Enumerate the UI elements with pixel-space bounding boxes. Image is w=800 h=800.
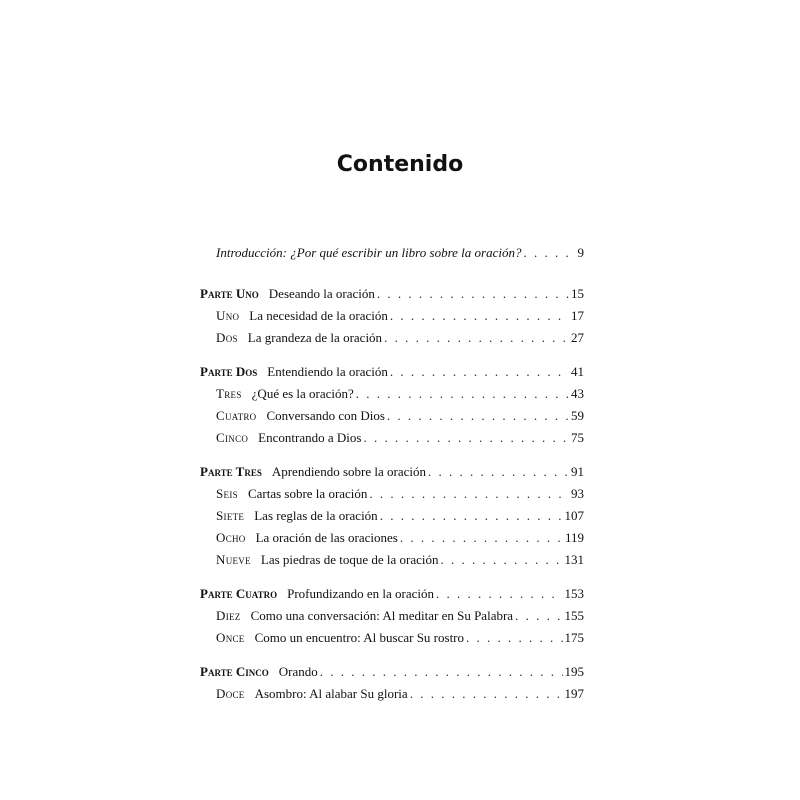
dot-leader bbox=[466, 630, 562, 646]
toc-chapter-page: 75 bbox=[571, 430, 584, 445]
dot-leader bbox=[441, 552, 563, 568]
dot-leader bbox=[369, 486, 569, 502]
page-title: Contenido bbox=[336, 152, 464, 177]
dot-leader bbox=[363, 430, 569, 446]
toc-chapter-page: 197 bbox=[564, 686, 584, 701]
dot-leader bbox=[320, 664, 563, 680]
toc-chapter-title: Como una conversación: Al meditar en Su Palabra bbox=[250, 608, 514, 623]
toc-chapter-label: Ocho bbox=[216, 530, 246, 545]
toc-chapter-title: Como un encuentro: Al buscar Su rostro bbox=[254, 630, 465, 645]
toc-part-label: Parte Uno bbox=[200, 286, 259, 301]
toc-entry-title: Introducción: ¿Por qué escribir un libro sobre la oración? bbox=[216, 245, 522, 260]
toc-entry-page: 9 bbox=[577, 245, 584, 260]
toc-chapter-1 bbox=[216, 308, 584, 326]
dot-leader bbox=[428, 464, 569, 480]
toc-part-page: 153 bbox=[564, 586, 584, 601]
toc-chapter-label: Tres bbox=[216, 386, 242, 401]
toc-chapter-title: La necesidad de la oración bbox=[249, 308, 388, 323]
toc-chapter-page: 27 bbox=[571, 330, 584, 345]
toc-part-2 bbox=[200, 364, 584, 382]
toc-chapter-3 bbox=[216, 386, 584, 404]
toc-chapter-page: 107 bbox=[564, 508, 584, 523]
toc-part-page: 15 bbox=[571, 286, 584, 301]
toc-part-1 bbox=[200, 286, 584, 304]
toc-chapter-title: Conversando con Dios bbox=[266, 408, 385, 423]
toc-chapter-title: Las reglas de la oración bbox=[254, 508, 378, 523]
toc-part-page: 41 bbox=[571, 364, 584, 379]
dot-leader bbox=[515, 608, 562, 624]
toc-chapter-page: 17 bbox=[571, 308, 584, 323]
toc-chapter-label: Siete bbox=[216, 508, 245, 523]
toc-chapter-7 bbox=[216, 508, 584, 526]
toc-part-title: Deseando la oración bbox=[268, 286, 375, 301]
toc-chapter-2 bbox=[216, 330, 584, 348]
toc-chapter-page: 59 bbox=[571, 408, 584, 423]
toc-chapter-label: Nueve bbox=[216, 552, 251, 567]
toc-chapter-page: 43 bbox=[571, 386, 584, 401]
toc-chapter-label: Uno bbox=[216, 308, 240, 323]
dot-leader bbox=[523, 245, 575, 261]
toc-part-title: Entendiendo la oración bbox=[267, 364, 388, 379]
toc-chapter-title: ¿Qué es la oración? bbox=[251, 386, 354, 401]
toc-part-label: Parte Cuatro bbox=[200, 586, 278, 601]
toc-part-page: 195 bbox=[564, 664, 584, 679]
dot-leader bbox=[380, 508, 563, 524]
toc-chapter-label: Diez bbox=[216, 608, 241, 623]
toc-part-4 bbox=[200, 586, 584, 604]
toc-chapter-page: 131 bbox=[564, 552, 584, 567]
dot-leader bbox=[377, 286, 569, 302]
toc-chapter-title: Cartas sobre la oración bbox=[247, 486, 368, 501]
toc-chapter-page: 175 bbox=[564, 630, 584, 645]
dot-leader bbox=[387, 408, 569, 424]
toc-chapter-6 bbox=[216, 486, 584, 504]
toc-chapter-title: Asombro: Al alabar Su gloria bbox=[254, 686, 408, 701]
toc-part-page: 91 bbox=[571, 464, 584, 479]
dot-leader bbox=[356, 386, 569, 402]
toc-part-label: Parte Dos bbox=[200, 364, 258, 379]
dot-leader bbox=[436, 586, 562, 602]
toc-part-title: Aprendiendo sobre la oración bbox=[271, 464, 426, 479]
toc-chapter-label: Cuatro bbox=[216, 408, 257, 423]
toc-part-3 bbox=[200, 464, 584, 482]
toc-entry-intro bbox=[216, 245, 584, 263]
dot-leader bbox=[410, 686, 563, 702]
toc-part-label: Parte Tres bbox=[200, 464, 262, 479]
toc-part-label: Parte Cinco bbox=[200, 664, 269, 679]
toc-chapter-label: Doce bbox=[216, 686, 245, 701]
toc-chapter-label: Dos bbox=[216, 330, 238, 345]
toc-chapter-label: Seis bbox=[216, 486, 238, 501]
toc-chapter-title: La oración de las oraciones bbox=[255, 530, 398, 545]
toc-chapter-12 bbox=[216, 686, 584, 704]
toc-chapter-label: Once bbox=[216, 630, 245, 645]
dot-leader bbox=[400, 530, 563, 546]
dot-leader bbox=[390, 308, 569, 324]
toc-chapter-11 bbox=[216, 630, 584, 648]
toc-chapter-10 bbox=[216, 608, 584, 626]
toc-chapter-title: Encontrando a Dios bbox=[258, 430, 362, 445]
dot-leader bbox=[390, 364, 569, 380]
toc-chapter-5 bbox=[216, 430, 584, 448]
toc-chapter-9 bbox=[216, 552, 584, 570]
toc-chapter-page: 155 bbox=[564, 608, 584, 623]
toc-chapter-title: Las piedras de toque de la oración bbox=[260, 552, 439, 567]
toc-part-5 bbox=[200, 664, 584, 682]
toc-chapter-label: Cinco bbox=[216, 430, 249, 445]
toc-chapter-title: La grandeza de la oración bbox=[247, 330, 383, 345]
toc-part-title: Orando bbox=[278, 664, 318, 679]
toc-chapter-page: 119 bbox=[564, 530, 584, 545]
dot-leader bbox=[384, 330, 569, 346]
toc-chapter-4 bbox=[216, 408, 584, 426]
toc-part-title: Profundizando en la oración bbox=[287, 586, 435, 601]
toc-chapter-8 bbox=[216, 530, 584, 548]
toc-chapter-page: 93 bbox=[571, 486, 584, 501]
